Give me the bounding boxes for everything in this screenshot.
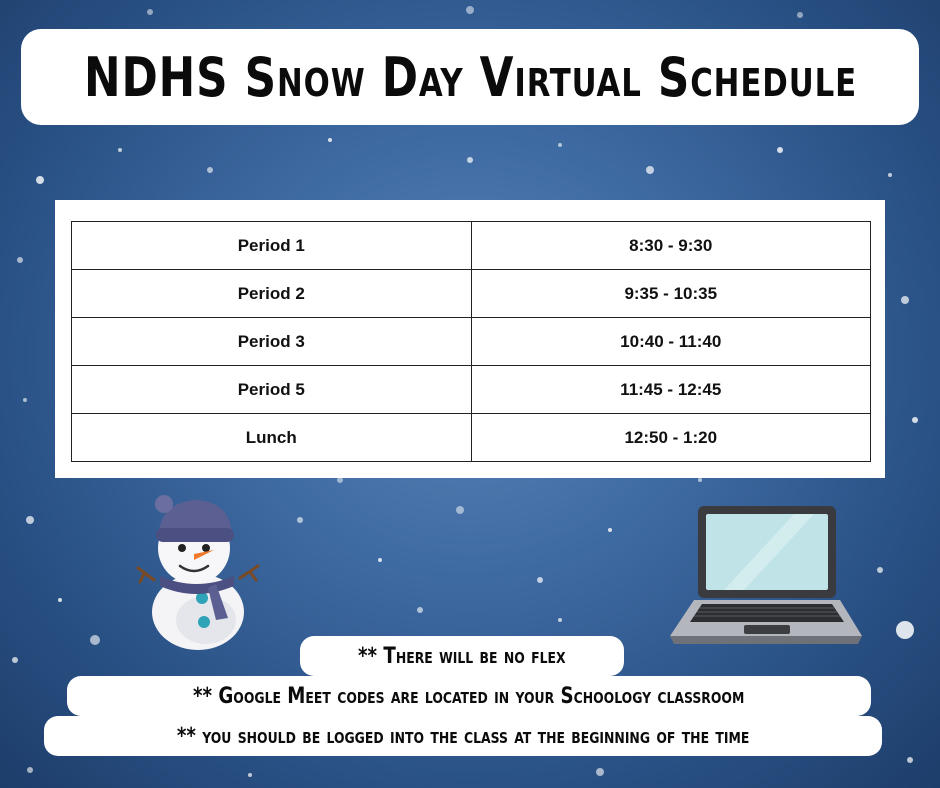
schedule-table xyxy=(71,221,871,462)
table-row xyxy=(72,414,871,462)
time-cell: 12:50 - 1:20 xyxy=(471,414,871,462)
table-row xyxy=(72,222,871,270)
period-cell: Lunch xyxy=(72,414,472,462)
login-note xyxy=(44,716,882,756)
period-cell: Period 3 xyxy=(72,318,472,366)
period-cell: Period 2 xyxy=(72,270,472,318)
period-cell: Period 5 xyxy=(72,366,472,414)
page-title: NDHS Snow Day Virtual Schedule xyxy=(83,45,857,109)
time-cell: 10:40 - 11:40 xyxy=(471,318,871,366)
meet-codes-note xyxy=(67,676,871,716)
time-cell: 9:35 - 10:35 xyxy=(471,270,871,318)
period-cell: Period 1 xyxy=(72,222,472,270)
time-cell: 11:45 - 12:45 xyxy=(471,366,871,414)
table-row xyxy=(72,270,871,318)
table-row xyxy=(72,366,871,414)
time-cell: 8:30 - 9:30 xyxy=(471,222,871,270)
laptop-icon xyxy=(664,504,862,646)
table-row xyxy=(72,318,871,366)
title-banner xyxy=(21,29,919,125)
schedule-card xyxy=(55,200,885,478)
note-text: ** Google Meet codes are located in your Schoology classroom xyxy=(193,683,745,709)
note-text: ** There will be no flex xyxy=(358,643,566,669)
note-text: ** you should be logged into the class at the beginning of the time xyxy=(176,723,750,749)
no-flex-note xyxy=(300,636,624,676)
snowman-icon xyxy=(136,490,260,650)
